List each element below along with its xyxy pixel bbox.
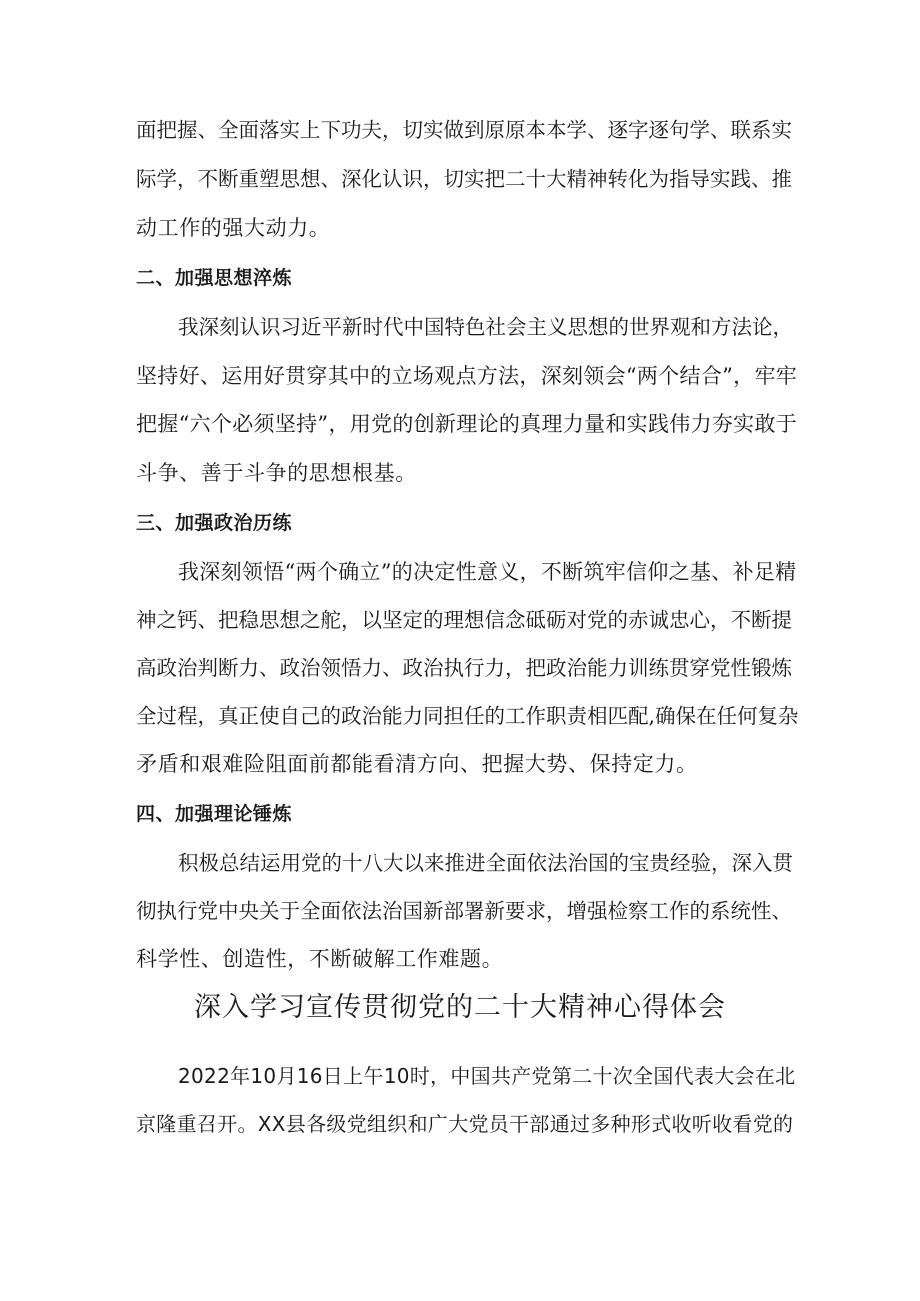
paragraph-line: 全过程，真正使自己的政治能力同担任的工作职责相匹配,确保在任何复杂	[136, 704, 799, 728]
paragraph-line: 矛盾和艰难险阻面前都能看清方向、把握大势、保持定力。	[136, 752, 698, 776]
paragraph-line: 动工作的强大动力。	[136, 216, 331, 240]
section-heading: 二、加强思想淬炼	[136, 267, 293, 289]
paragraph-line: 我深刻认识习近平新时代中国特色社会主义思想的世界观和方法论，	[178, 315, 793, 339]
paragraph-line: 斗争、善于斗争的思想根基。	[136, 461, 417, 485]
article-title: 深入学习宣传贯彻党的二十大精神心得体会	[194, 992, 726, 1023]
paragraph-line: 2022年10月16日上午10时，中国共产党第二十次全国代表大会在北	[178, 1064, 796, 1088]
paragraph-line: 际学，不断重塑思想、深化认识，切实把二十大精神转化为指导实践、推	[136, 167, 792, 191]
paragraph-line: 把握“六个必须坚持”，用党的创新理论的真理力量和实践伟力夯实敢于	[136, 412, 798, 436]
paragraph-line: 彻执行党中央关于全面依法治国新部署新要求，增强检察工作的系统性、	[136, 899, 792, 923]
section-heading: 三、加强政治历练	[136, 512, 293, 534]
paragraph-line: 京隆重召开。XX县各级党组织和广大党员干部通过多种形式收听收看党的	[136, 1112, 794, 1136]
paragraph-line: 高政治判断力、政治领悟力、政治执行力，把政治能力训练贯穿党性锻炼	[136, 656, 792, 680]
paragraph-line: 面把握、全面落实上下功夫，切实做到原原本本学、逐字逐句学、联系实	[136, 118, 792, 142]
paragraph-line: 积极总结运用党的十八大以来推进全面依法治国的宝贵经验，深入贯	[178, 851, 793, 875]
section-heading: 四、加强理论锤炼	[136, 803, 293, 825]
paragraph-line: 我深刻领悟“两个确立”的决定性意义，不断筑牢信仰之基、补足精	[178, 560, 797, 584]
paragraph-line: 神之钙、把稳思想之舵，以坚定的理想信念砥砺对党的赤诚忠心，不断提	[136, 608, 792, 632]
paragraph-line: 坚持好、运用好贯穿其中的立场观点方法，深刻领会“两个结合”，牢牢	[136, 364, 798, 388]
paragraph-line: 科学性、创造性，不断破解工作难题。	[136, 947, 504, 971]
